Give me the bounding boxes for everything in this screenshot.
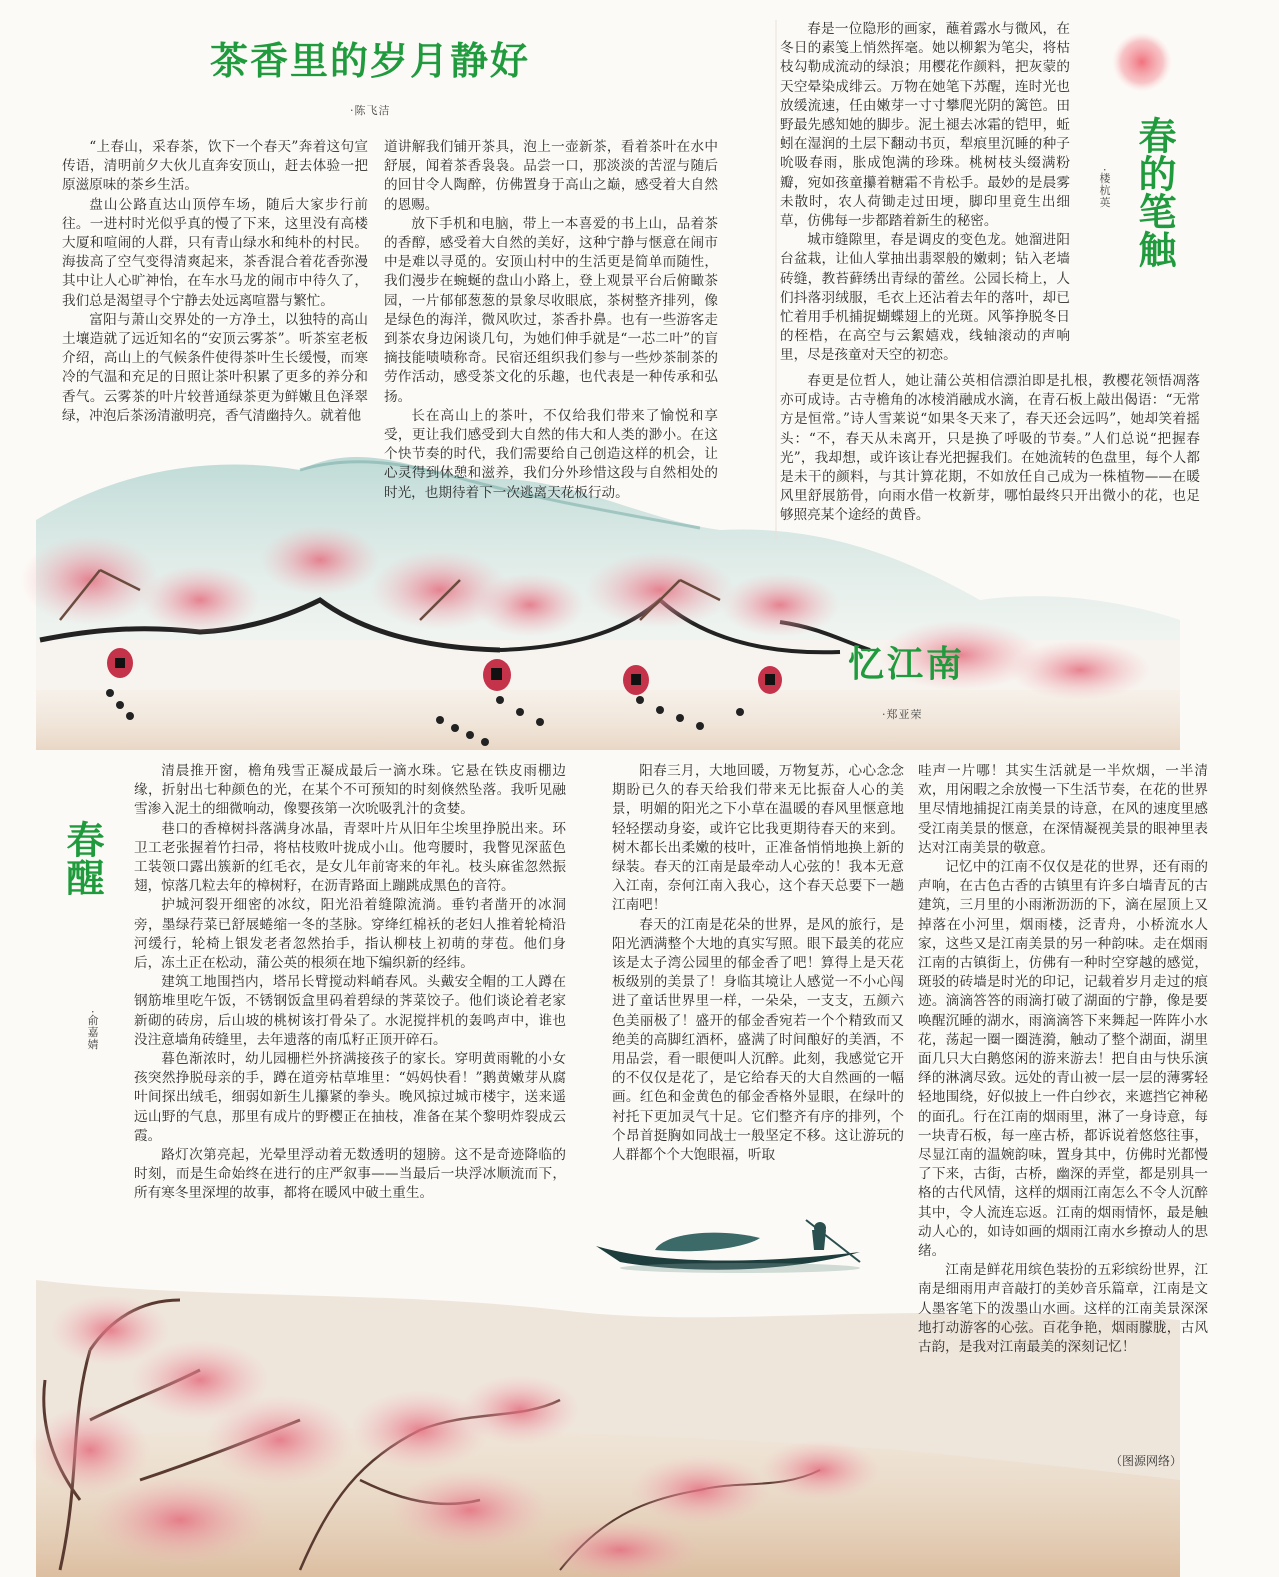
paragraph: 路灯次第亮起，光晕里浮动着无数透明的翅膀。这不是奇迹降临的时刻，而是生命始终在进行的庄严叙事——当最后一块浮冰顺流而下，所有寒冬里深埋的故事，都将在暖风中破土重生。 <box>134 1147 566 1202</box>
article4-column-1 <box>612 762 904 1165</box>
article4-title: 忆江南 <box>848 644 966 685</box>
paragraph: 春天的江南是花朵的世界，是风的旅行，是阳光洒满整个大地的真实写照。眼下最美的花应该是太子湾公园里的郁金香了吧！算得上是天花板级别的美景了！身临其境让人感觉一不小心闯进了童话世界里一样，一朵朵，一支支，五颜六色美丽极了！盛开的郁金香宛若一个个精致而又绝美的高脚红酒杯，盛满了时间酿好的美酒，不用品尝，看一眼便叫人沉醉。此刻，我感觉它开的不仅仅是花了，是它给春天的大自然画的一幅画。红色和金黄色的郁金香格外显眼，在绿叶的衬托下更加灵气十足。它们整齐有序的排列，个个昂首挺胸如同战士一般坚定不移。这让游玩的人群都个个大饱眼福，听取 <box>612 916 904 1164</box>
paragraph: 道讲解我们铺开茶具，泡上一壶新茶，看着茶叶在水中舒展，闻着茶香袅袅。品尝一口，那淡淡的苦涩与随后的回甘令人陶醉，仿佛置身于高山之巅，感受着大自然的恩赐。 <box>384 139 718 213</box>
article3-column <box>134 762 566 1204</box>
paragraph: 长在高山上的茶叶，不仅给我们带来了愉悦和享受，更让我们感受到大自然的伟大和人类的渺小。在这个快节奏的时代，我们需要给自己创造这样的机会，让心灵得到休憩和滋养，我们分外珍惜这段与自然相处的时光，也期待着下一次逃离天花板行动。 <box>384 407 718 501</box>
paragraph: 阳春三月，大地回暖，万物复苏，心心念念期盼已久的春天给我们带来无比振奋人心的美景，明媚的阳光之下小草在温暖的春风里惬意地轻轻摆动身姿，或许它比我更期待春天的来到。树木都长出柔嫩的枝叶，正准备悄悄地换上新的绿装。春天的江南是最牵动人心弦的！我本无意入江南，奈何江南入我心，这个春天总要下一趟江南吧！ <box>612 763 904 914</box>
red-sun <box>1112 32 1172 92</box>
article1-author: ·陈飞洁 <box>350 104 391 117</box>
article3-author: ·俞嘉婧 <box>86 1010 99 1051</box>
paragraph: 富阳与萧山交界处的一方净土，以独特的高山土壤造就了远近知名的“安顶云雾茶”。听茶室老板介绍，高山上的气候条件使得茶叶生长缓慢，而寒冷的气温和充足的日照让茶叶积累了更多的养分和香气。云雾茶的叶片较普通绿茶更为鲜嫩且色泽翠绿，冲泡后茶汤清澈明亮，香气清幽持久。就着他 <box>62 311 368 424</box>
article4-column-2 <box>918 762 1208 1357</box>
paragraph: 建筑工地围挡内，塔吊长臂搅动料峭春风。头戴安全帽的工人蹲在钢筋堆里吃午饭，不锈钢饭盒里码着碧绿的荠菜饺子。他们谈论着老家新砌的砖房，后山坡的桃树该打骨朵了。水泥搅拌机的轰鸣声中，谁也没注意墙角砖缝里，去年遗落的南瓜籽正顶开碎石。 <box>134 974 566 1048</box>
paragraph: 春更是位哲人，她让蒲公英相信漂泊即是扎根，教樱花领悟凋落亦可成诗。古寺檐角的冰棱消融成水滴，在青石板上敲出偈语：“无常方是恒常。”诗人雪莱说“如果冬天来了，春天还会远吗”，她却笑着摇头：“不，春天从未离开，只是换了呼吸的节奏。”人们总说“把握春光”，我却想，或许该让春光把握我们。在她流转的色盘里，每个人都是未干的颜料，与其计算花期，不如放任自己成为一株植物——在暖风里舒展筋骨，向雨水借一枚新芽，哪怕最终只开出微小的花，也足够照亮某个途经的黄昏。 <box>780 373 1200 524</box>
paragraph: “上春山，采春茶，饮下一个春天”奔着这句宣传语，清明前夕大伙儿直奔安顶山，赶去体验一把原滋原味的茶乡生活。 <box>62 139 368 194</box>
article2-title: 春的笔触 <box>1132 116 1176 268</box>
fishing-boat <box>596 1220 860 1273</box>
article2-column-wide <box>780 372 1200 526</box>
paragraph: 江南是鲜花用缤色装扮的五彩缤纷世界，江南是细雨用声音敲打的美妙音乐篇章，江南是文人墨客笔下的泼墨山水画。这样的江南美景深深地打动游客的心弦。百花争艳，烟雨朦胧，古风古韵，是我对江南最美的深刻记忆！ <box>918 1262 1208 1356</box>
paragraph: 春是一位隐形的画家，蘸着露水与微风，在冬日的素笺上悄然挥毫。她以柳絮为笔尖，将枯枝勾勒成流动的绿浪；用樱花作颜料，把灰蒙的天空晕染成绯云。万物在她笔下苏醒，连时光也放缓流速，任由嫩芽一寸寸攀爬光阴的篱笆。田野最先感知她的脚步。泥土褪去冰霜的铠甲，蚯蚓在湿润的土层下翻动书页，犁痕里沉睡的种子吮吸春雨，胀成饱满的珍珠。桃树枝头缀满粉瓣，宛如孩童攥着糖霜不肯松手。最妙的是晨雾未散时，农人荷锄走过田埂，脚印里竟生出细草，仿佛每一步都踏着新生的秘密。 <box>780 21 1070 230</box>
article2-column <box>780 20 1070 366</box>
paragraph: 放下手机和电脑，带上一本喜爱的书上山，品着茶的香醇，感受着大自然的美好，这种宁静与惬意在闹市中是难以寻觅的。安顶山村中的生活更是简单而随性，我们漫步在蜿蜒的盘山小路上，登上观景平台后俯瞰茶园，一片郁郁葱葱的景象尽收眼底，茶树整齐排列，像是绿色的海洋，微风吹过，茶香扑鼻。也有一些游客走到茶农身边闲谈几句，为她们伸手就是“一芯二叶”的盲摘技能啧啧称奇。民宿还组织我们参与一些炒茶制茶的劳作活动，感受茶文化的乐趣，也代表是一种传承和弘扬。 <box>384 215 718 405</box>
article1-title: 茶香里的岁月静好 <box>210 39 531 83</box>
paragraph: 盘山公路直达山顶停车场，随后大家步行前往。一进村时光似乎真的慢了下来，这里没有高楼大厦和喧闹的人群，只有青山绿水和纯朴的村民。海拔高了空气变得清爽起来，茶香混合着花香弥漫其中让人心旷神怡，在车水马龙的闹市中待久了，我们总是渴望寻个宁静去处远离喧嚣与繁忙。 <box>62 196 368 309</box>
article2-author: ·楼杭英 <box>1098 168 1111 209</box>
image-credit: （图源网络） <box>1110 1454 1183 1468</box>
paragraph: 记忆中的江南不仅仅是花的世界，还有雨的声响，在古色古香的古镇里有许多白墙青瓦的古建筑，三月里的小雨淅沥沥的下，滴在屋顶上又掉落在小河里，烟雨楼，泛青舟，小桥流水人家，这些又是江南美景的另一种韵味。走在烟雨江南的古镇街上，仿佛有一种时空穿越的感觉，斑驳的砖墙是时光的印记，记载着岁月走过的痕迹。滴滴答答的雨滴打破了湖面的宁静，像是要唤醒沉睡的湖水，雨滴滴答下来舞起一阵阵小水花，荡起一圈一圈涟漪，触动了整个湖面，湖里面几只大白鹅悠闲的游来游去！把自由与快乐演绎的淋漓尽致。远处的青山被一层一层的薄雾轻轻地围绕，好似披上一件白纱衣，来遮挡它神秘的面孔。行在江南的烟雨里，淋了一身诗意，每一块青石板，每一座古桥，都诉说着悠悠往事，尽显江南的温婉韵味，置身其中，仿佛时光都慢了下来，古街，古桥，幽深的弄堂，都是别具一格的古代风情，这样的烟雨江南怎么不令人沉醉其中，令人流连忘返。江南的烟雨情怀，最是触动人心的，如诗如画的烟雨江南水乡撩动人的思绪。 <box>918 859 1208 1260</box>
paragraph: 巷口的香樟树抖落满身冰晶，青翠叶片从旧年尘埃里挣脱出来。环卫工老张握着竹扫帚，将枯枝败叶拢成小山。他弯腰时，我瞥见深蓝色工装领口露出簇新的红毛衣，是女儿年前寄来的年礼。枝头麻雀忽然振翅，惊落几粒去年的樟树籽，在沥青路面上蹦跳成黑色的音符。 <box>134 820 566 895</box>
paragraph: 清晨推开窗，檐角残雪正凝成最后一滴水珠。它悬在铁皮雨棚边缘，折射出七种颜色的光，在某个不可预知的时刻倏然坠落。我听见融雪渗入泥土的细微响动，像婴孩第一次吮吸乳汁的贪婪。 <box>134 763 566 818</box>
paragraph: 护城河裂开细密的冰纹，阳光沿着缝隙流淌。垂钓者凿开的冰洞旁，墨绿荇菜已舒展蜷缩一冬的茎脉。穿绛红棉袄的老妇人推着轮椅沿河缓行，轮椅上银发老者忽然抬手，指认柳枝上初萌的芽苞。他们身后，冻土正在松动，蒲公英的根须在地下编织新的经纬。 <box>134 897 566 972</box>
article1-column-1 <box>62 138 368 426</box>
article3-title: 春醒 <box>60 820 104 896</box>
wall-ground <box>36 690 1180 750</box>
article4-author: ·郑亚荣 <box>882 708 923 721</box>
paragraph: 哇声一片哪！其实生活就是一半炊烟，一半清欢，用闲暇之余放慢一下生活节奏，在花的世界里尽情地捕捉江南美景的诗意，在风的速度里感受江南美景的惬意，在深情凝视美景的眼神里表达对江南美景的敬意。 <box>918 763 1208 856</box>
article1-column-2 <box>384 138 718 503</box>
paragraph: 城市缝隙里，春是调皮的变色龙。她溜进阳台盆栽，让仙人掌抽出翡翠般的嫩刺；钻入老墙砖缝，教苔藓绣出青绿的蕾丝。公园长椅上，人们抖落羽绒服，毛衣上还沾着去年的落叶，却已忙着用手机捕捉蝴蝶翅上的光斑。风筝挣脱冬日的桎梏，在高空与云絮嬉戏，线轴滚动的声响里，尽是孩童对天空的初恋。 <box>780 232 1070 364</box>
paragraph: 暮色渐浓时，幼儿园栅栏外挤满接孩子的家长。穿明黄雨靴的小女孩突然挣脱母亲的手，蹲在道旁枯草堆里：“妈妈快看！”鹅黄嫩芽从腐叶间探出绒毛，细弱如新生儿攥紧的拳头。晚风掠过城市楼宇，送来遥远山野的气息，那里有成片的野樱正在抽枝，准备在某个黎明炸裂成云霞。 <box>134 1051 566 1144</box>
